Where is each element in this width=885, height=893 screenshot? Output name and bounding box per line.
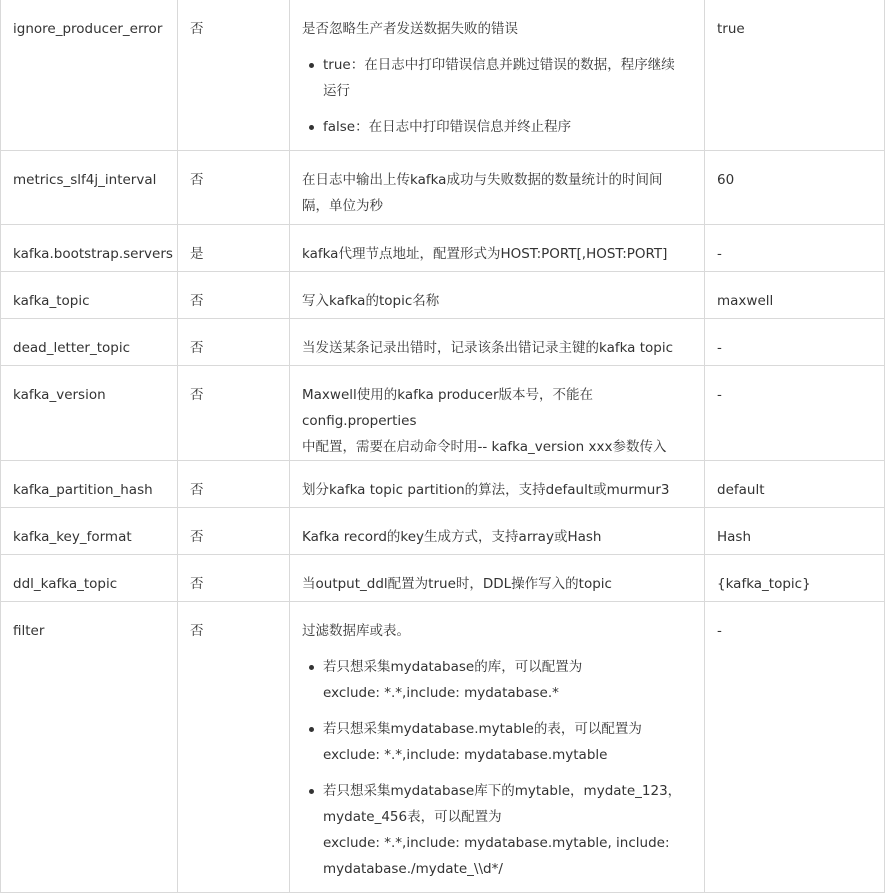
param-required: 否 <box>178 319 290 366</box>
table-row <box>1 225 885 272</box>
table-row <box>1 366 885 461</box>
param-description: 写入kafka的topic名称 <box>290 272 705 319</box>
param-required: 否 <box>178 602 290 893</box>
list-item <box>323 778 693 882</box>
table-row <box>1 602 885 893</box>
param-description <box>290 0 705 151</box>
param-default: - <box>705 319 885 366</box>
param-default: - <box>705 366 885 461</box>
list-item-text: true：在日志中打印错误信息并跳过错误的数据，程序继续 <box>323 57 675 73</box>
param-required: 是 <box>178 225 290 272</box>
list-item-text: 若只想采集mydatabase.mytable的表，可以配置为 <box>323 721 642 737</box>
param-default: - <box>705 225 885 272</box>
list-item <box>323 52 693 104</box>
list-item-text: 运行 <box>323 83 350 99</box>
param-default: Hash <box>705 508 885 555</box>
param-default: true <box>705 0 885 151</box>
list-item-text: false：在日志中打印错误信息并终止程序 <box>323 119 572 135</box>
description-text: 过滤数据库或表。 <box>302 623 410 639</box>
table-row <box>1 508 885 555</box>
param-default: 60 <box>705 151 885 225</box>
param-name: kafka_topic <box>1 272 178 319</box>
description-text: 中配置，需要在启动命令时用-- kafka_version xxx参数传入 <box>302 439 667 455</box>
list-item-text: mydate_456表，可以配置为 <box>323 809 502 825</box>
table-row <box>1 555 885 602</box>
param-name: ignore_producer_error <box>1 0 178 151</box>
table-row <box>1 319 885 366</box>
list-item-text: 若只想采集mydatabase库下的mytable，mydate_123， <box>323 783 682 799</box>
param-description: Kafka record的key生成方式，支持array或Hash <box>290 508 705 555</box>
list-item <box>323 114 693 140</box>
list-item-text: mydatabase./mydate_\\d*/ <box>323 861 503 877</box>
param-default: {kafka_topic} <box>705 555 885 602</box>
list-item-text: exclude: *.*,include: mydatabase.* <box>323 685 559 701</box>
param-required: 否 <box>178 0 290 151</box>
param-description: 当output_ddl配置为true时，DDL操作写入的topic <box>290 555 705 602</box>
param-description: 划分kafka topic partition的算法，支持default或murmur3 <box>290 461 705 508</box>
param-description <box>290 366 705 461</box>
bullet-list <box>302 52 693 140</box>
param-name: kafka_partition_hash <box>1 461 178 508</box>
param-required: 否 <box>178 151 290 225</box>
list-item-text: exclude: *.*,include: mydatabase.mytable <box>323 747 608 763</box>
table-row <box>1 0 885 151</box>
list-item-text: exclude: *.*,include: mydatabase.mytable, include: <box>323 835 670 851</box>
bullet-list <box>302 654 693 882</box>
param-name: kafka.bootstrap.servers <box>1 225 178 272</box>
param-required: 否 <box>178 555 290 602</box>
param-required: 否 <box>178 461 290 508</box>
param-required: 否 <box>178 366 290 461</box>
param-name: filter <box>1 602 178 893</box>
list-item-text: 若只想采集mydatabase的库，可以配置为 <box>323 659 583 675</box>
param-default: - <box>705 602 885 893</box>
table-row <box>1 151 885 225</box>
param-required: 否 <box>178 272 290 319</box>
param-required: 否 <box>178 508 290 555</box>
param-name: kafka_key_format <box>1 508 178 555</box>
param-description: 当发送某条记录出错时，记录该条出错记录主键的kafka topic <box>290 319 705 366</box>
description-text: 隔，单位为秒 <box>302 198 383 214</box>
param-name: kafka_version <box>1 366 178 461</box>
description-text: 在日志中输出上传kafka成功与失败数据的数量统计的时间间 <box>302 172 663 188</box>
description-text: Maxwell使用的kafka producer版本号，不能在config.properties <box>302 387 593 429</box>
table-row <box>1 461 885 508</box>
list-item <box>323 716 693 768</box>
param-description <box>290 602 705 893</box>
param-name: metrics_slf4j_interval <box>1 151 178 225</box>
param-description <box>290 151 705 225</box>
param-description: kafka代理节点地址，配置形式为HOST:PORT[,HOST:PORT] <box>290 225 705 272</box>
param-default: maxwell <box>705 272 885 319</box>
list-item <box>323 654 693 706</box>
param-name: ddl_kafka_topic <box>1 555 178 602</box>
param-default: default <box>705 461 885 508</box>
table-row <box>1 272 885 319</box>
param-name: dead_letter_topic <box>1 319 178 366</box>
description-text: 是否忽略生产者发送数据失败的错误 <box>302 21 518 37</box>
